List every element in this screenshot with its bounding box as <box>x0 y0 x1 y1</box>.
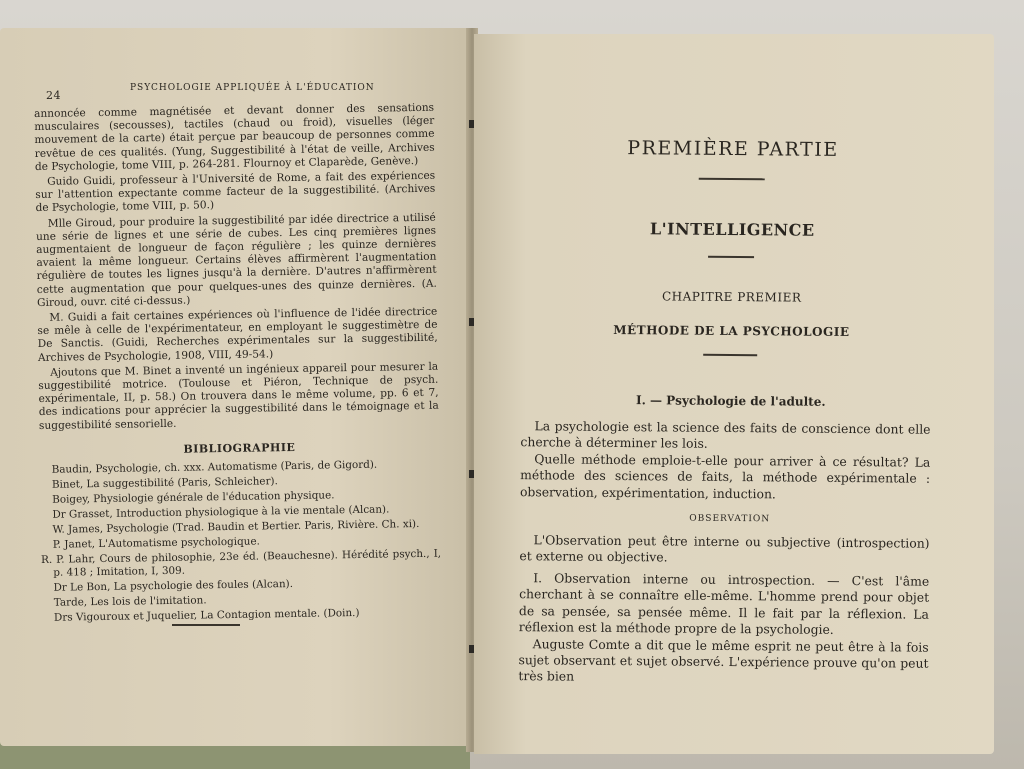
bibliography-entry: P. Janet, L'Automatisme psychologique. <box>52 535 260 551</box>
bibliography-entry: Baudin, Psychologie, ch. xxx. Automatisme (Paris, de Gigord). <box>51 458 378 476</box>
paragraph: M. Guidi a fait certaines expériences où l'influence de l'idée directrice se mêle à celle de l'expérimentateur, en employant le suggestimètre de De Sanctis. (Guidi, Recherches expérimentales sur la suggestibilité, Archives de Psychologie, 1908, VIII, 49-54.) <box>37 305 438 364</box>
paragraph: Auguste Comte a dit que le même esprit ne peut être à la fois sujet observant et sujet observé. L'expérience prouve qu'on peut très bien <box>518 635 929 685</box>
paragraph: La psychologie est la science des faits de conscience dont elle cherche à déterminer les lois. <box>520 418 931 452</box>
right-page <box>474 34 994 754</box>
bibliography-entry: Dr Le Bon, La psychologie des foules (Alcan). <box>53 578 294 594</box>
paragraph: Ajoutons que M. Binet a inventé un ingénieux appareil pour mesurer la suggestibilité motrice. (Toulouse et Piéron, Technique de psych. expérimentale, II, p. 58.) On trouvera dans le même volume, pp. 6 et 7, des indications pour apprécier la suggestibilité dans le témoignage et la suggestibilité sensorielle. <box>38 360 439 432</box>
title-rule <box>708 256 754 258</box>
left-page-body <box>34 102 442 627</box>
bibliography-entry: Drs Vigouroux et Juquelier, La Contagion mentale. (Doin.) <box>53 607 360 624</box>
bibliography-entry: Boigey, Physiologie générale de l'éducation physique. <box>52 489 335 506</box>
paragraph: Quelle méthode emploie-t-elle pour arriver à ce résultat? La méthode des sciences de faits, la méthode expérimentale : observation, expérimentation, induction. <box>519 451 931 502</box>
title-rule <box>699 178 765 180</box>
bibliography-entry: Dr Grasset, Introduction physiologique à la vie mentale (Alcan). <box>52 503 390 521</box>
observation-body <box>518 570 929 688</box>
bibliography-entry: Binet, La suggestibilité (Paris, Schleicher). <box>51 475 278 491</box>
chapter-label: CHAPITRE PREMIER <box>661 289 802 305</box>
paragraph: Guido Guidi, professeur à l'Université de Rome, a fait des expériences sur l'attention expectante comme facteur de la suggestibilité. (Archives de Psychologie, tome VIII, p. 50.) <box>35 169 436 215</box>
bibliography-entry: R. P. Lahr, Cours de philosophie, 23e éd. (Beauchesne). Hérédité psych., I, p. 418 ; Imitation, I, 309. <box>41 547 442 579</box>
paragraph: annoncée comme magnétisée et devant donner des sensations musculaires (secousses), tactiles (chaud ou froid), visuelles (léger mouvement de la carte) était perçue par beaucoup de personnes comme revêtue de ces qualités. (Yung, Suggestibilité à l'état de veille, Archives de Psychologie, tome VIII, p. 264-281. Flournoy et Claparède, Genève.) <box>34 101 435 173</box>
running-head: PSYCHOLOGIE APPLIQUÉE À L'ÉDUCATION <box>130 83 375 93</box>
end-rule <box>172 624 240 626</box>
part-title: PREMIÈRE PARTIE <box>627 137 839 161</box>
chapter-title: MÉTHODE DE LA PSYCHOLOGIE <box>613 322 850 340</box>
paragraph: Mlle Giroud, pour produire la suggestibilité par idée directrice a utilisé une série de lignes et une série de cubes. Les cinq premières lignes augmentaient de longueur de façon régulière ; les quinze dernières avaient la même longueur. Certains élèves affirmèrent l'augmentation régulière de toutes les lignes jusqu'à la dernière. D'autres n'affirmèrent cette augmentation que pour quelques-unes des quinze dernières. (A. Giroud, ouvr. cité ci-dessus.) <box>35 211 437 309</box>
left-page <box>0 28 470 746</box>
paragraph: L'Observation peut être interne ou subjective (introspection) et externe ou objective. <box>519 532 930 565</box>
intro-text <box>520 418 931 504</box>
page-number: 24 <box>46 89 61 102</box>
observation-heading: OBSERVATION <box>689 513 771 525</box>
paragraph: I. Observation interne ou introspection. — C'est l'âme cherchant à se connaître elle-même. L'homme prend pour objet de sa pensée, sa pensée même. Il le fait par la réflexion. La réflexion est la méthode propre de la psychologie. <box>518 570 930 638</box>
title-rule <box>703 354 757 356</box>
observation-intro <box>519 532 929 568</box>
section-title: I. — Psychologie de l'adulte. <box>635 393 826 409</box>
bibliography-title: BIBLIOGRAPHIE <box>183 440 296 456</box>
bibliography-entry: Tarde, Les lois de l'imitation. <box>53 594 207 609</box>
bibliography-entry: W. James, Psychologie (Trad. Baudin et Bertier. Paris, Rivière. Ch. xi). <box>52 518 420 536</box>
part-subtitle: L'INTELLIGENCE <box>649 219 815 240</box>
